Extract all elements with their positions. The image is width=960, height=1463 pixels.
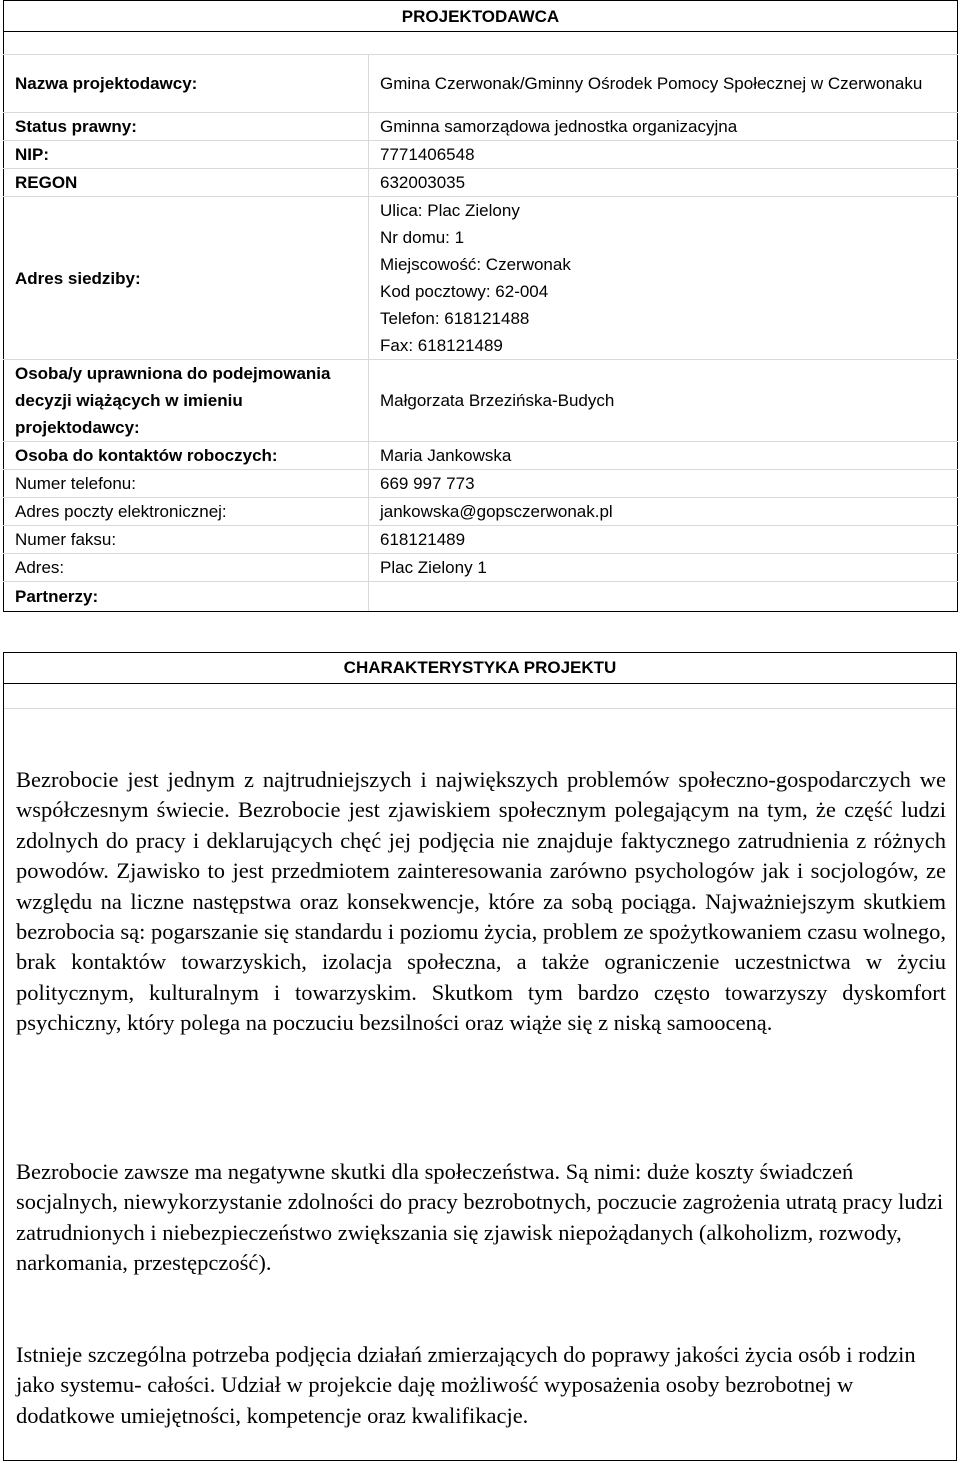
paragraph-3: Istnieje szczególna potrzeba podjęcia działań zmierzających do poprawy jakości życia osób i rodzin jako systemu- całości. Udział w projekcie daję możliwość wyposażenia osoby bezrobotnej w dodatkowe umiejętności, kompetencje oraz kwalifikacje.: [16, 1342, 916, 1428]
nazwa-value: Gmina Czerwonak/Gminny Ośrodek Pomocy Społecznej w Czerwonaku: [369, 55, 958, 113]
nip-label: NIP:: [4, 141, 369, 169]
adres-siedziby-value: [369, 197, 958, 360]
regon-value: 632003035: [369, 169, 958, 197]
charakterystyka-spacer: [3, 684, 957, 709]
adres-value: Plac Zielony 1: [369, 554, 958, 582]
faks-value: 618121489: [369, 526, 958, 554]
osoba-kontakt-value: Maria Jankowska: [369, 442, 958, 470]
osoba-uprawniona-value: Małgorzata Brzezińska-Budych: [369, 360, 958, 442]
email-label: Adres poczty elektronicznej:: [4, 498, 369, 526]
nazwa-label: Nazwa projektodawcy:: [4, 55, 369, 113]
adres-siedziby-label: Adres siedziby:: [4, 197, 369, 360]
paragraph-2: Bezrobocie zawsze ma negatywne skutki dla społeczeństwa. Są nimi: duże koszty świadczeń socjalnych, niewykorzystanie zdolności do pracy bezrobotnych, poczucie zagrożenia utratą pracy ludzi zatrudnionych i niebezpieczeństwo zwiększania się zjawisk niepożądanych (alkoholizm, rozwody, narkomania, przestępczość).: [16, 1159, 944, 1276]
telefon-label: Numer telefonu:: [4, 470, 369, 498]
status-label: Status prawny:: [4, 113, 369, 141]
adres-telefon: Telefon: 618121488: [380, 309, 530, 328]
status-value: Gminna samorządowa jednostka organizacyjna: [369, 113, 958, 141]
paragraph-1: Bezrobocie jest jednym z najtrudniejszych i największych problemów społeczno-gospodarczych we współczesnym świecie. Bezrobocie jest zjawiskiem społecznym polegającym na tym, że część ludzi zdolnych do pracy i deklarujących chęć jej podjęcia nie znajduje faktycznego zatrudnienia z różnych powodów. Zjawisko to jest przedmiotem zainteresowania zarówno psychologów jak i socjologów, ze względu na liczne następstwa oraz konsekwencje, które za sobą pociąga. Najważniejszym skutkiem bezrobocia są: pogarszanie się standardu i poziomu życia, problem ze spożytkowaniem czasu wolnego, brak kontaktów towarzyskich, izolacja społeczna, a także ograniczenie uczestnictwa w życiu politycznym, kulturalnym i towarzyskim. Skutkom tym bardzo często towarzyszy dyskomfort psychiczny, który polega na poczuciu bezsilności oraz wiąże się z niską samooceną.: [16, 767, 946, 1036]
faks-label: Numer faksu:: [4, 526, 369, 554]
adres-label: Adres:: [4, 554, 369, 582]
partnerzy-label: Partnerzy:: [4, 582, 369, 612]
partnerzy-value: [369, 582, 958, 612]
email-value: jankowska@gopsczerwonak.pl: [369, 498, 958, 526]
adres-miejscowosc: Miejscowość: Czerwonak: [380, 255, 571, 274]
projektodawca-header: PROJEKTODAWCA: [4, 1, 958, 32]
spacer-row: [4, 32, 958, 55]
adres-nr-domu: Nr domu: 1: [380, 228, 465, 247]
osoba-uprawniona-label: Osoba/y uprawniona do podejmowania decyzji wiążących w imieniu projektodawcy:: [4, 360, 369, 442]
adres-kod-pocztowy: Kod pocztowy: 62-004: [380, 282, 549, 301]
charakterystyka-header: CHARAKTERYSTYKA PROJEKTU: [3, 652, 957, 684]
regon-label: REGON: [4, 169, 369, 197]
osoba-kontakt-label: Osoba do kontaktów roboczych:: [4, 442, 369, 470]
telefon-value: 669 997 773: [369, 470, 958, 498]
nip-value: 7771406548: [369, 141, 958, 169]
projektodawca-table: [3, 0, 958, 612]
adres-ulica: Ulica: Plac Zielony: [380, 201, 520, 220]
adres-fax: Fax: 618121489: [380, 336, 503, 355]
